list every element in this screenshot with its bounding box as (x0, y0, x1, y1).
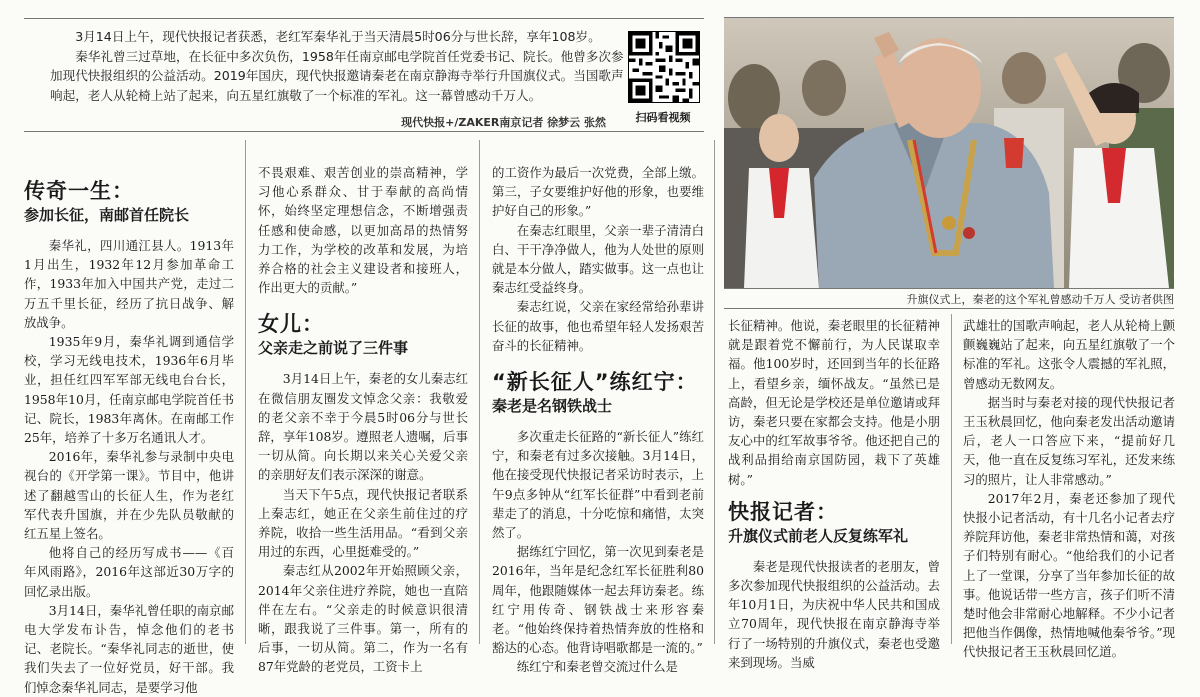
section-heading: “新长征人”练红宁： (492, 370, 698, 395)
intro-text (50, 27, 635, 105)
article-paragraph: 不畏艰难、艰苦创业的崇高精神，学习他心系群众、甘于奉献的高尚情怀，始终坚定理想信念，不断增强责任感和使命感，以更加高昂的热情努力工作，为学校的改革和发展，为培养合格的社会主义建设者和接班人，作出更大的贡献。” (258, 165, 468, 296)
article-paragraph: 3月14日上午，秦老的女儿秦志红在微信朋友圈发文悼念父亲：我敬爱的老父亲不幸于今晨5时06分与世长辞，享年108岁。遵照老人遗嘱，后事一切从简。向长期以来关心关爱父亲的亲朋好友们表示深深的谢意。 (258, 371, 468, 483)
photo-bottom-rule (724, 288, 1174, 289)
reporter-credit: 现代快报+/ZAKER南京记者 徐梦云 张然 (401, 116, 606, 129)
section-heading: 传奇一生： (24, 179, 134, 203)
column-divider (479, 140, 480, 644)
column-3 (492, 163, 704, 677)
article-paragraph: 练红宁和秦老曾交流过什么是 (516, 659, 678, 675)
caption-rule (724, 308, 1174, 309)
article-paragraph: 的工资作为最后一次党费，全部上缴。第三，子女要维护好他的形象，也要维护好自己的形象。” (492, 165, 704, 219)
article-paragraph: 秦老是现代快报读者的老朋友，曾多次参加现代快报组织的公益活动。去年10月1日，为庆祝中华人民共和国成立70周年，现代快报在南京静海寺举行了一场特别的升旗仪式，秦老也受邀来到现场。当威 (728, 558, 940, 670)
section-heading: 快报记者： (728, 499, 838, 524)
salute-photo (724, 18, 1174, 288)
section-subheading: 参加长征，南邮首任院长 (24, 206, 190, 224)
section-subheading: 父亲走之前说了三件事 (258, 339, 409, 358)
article-paragraph: 秦志红说，父亲在家经常给孙辈讲长征的故事，他也希望年轻人发扬艰苦奋斗的长征精神。 (492, 299, 704, 353)
column-2 (258, 163, 468, 677)
article-paragraph: 秦志红从2002年开始照顾父亲，2014年父亲住进疗养院，她也一直陪伴在左右。“父亲走的时候意识很清晰，跟我说了三件事。第一，所有的后事，一切从简。第二，作为一名有87年党龄的老党员，工资卡上 (258, 563, 468, 675)
column-1 (24, 178, 234, 697)
column-5 (963, 316, 1175, 662)
qr-code-icon[interactable] (628, 31, 700, 103)
column-divider (714, 140, 715, 644)
article-paragraph: 在秦志红眼里，父亲一辈子清清白白、干干净净做人，他为人处世的原则就是本分做人，踏实做事。这一点也让秦志红受益终身。 (492, 222, 704, 296)
section-subheading: 秦老是名钢铁战士 (492, 397, 613, 416)
article-paragraph: 据当时与秦老对接的现代快报记者王玉秋晨回忆，他向秦老发出活动邀请后，老人一口答应下来，“提前好几天，他一直在反复练习军礼，还发来练习的照片，让人非常感动。” (963, 394, 1175, 487)
article-paragraph: 据练红宁回忆，第一次见到秦老是2016年，当年是纪念红军长征胜利80周年，他跟随媒体一起去拜访秦老。练红宁用传奇、钢铁战士来形容秦老。“他始终保持着热情奔放的性格和豁达的心态。他背诗唱歌都是一流的。” (492, 544, 704, 656)
article-paragraph: 2017年2月，秦老还参加了现代快报小记者活动，有十几名小记者去疗养院拜访他，秦老非常热情和蔼，对孩子们特别有耐心。“他给我们的小记者上了一堂课，分享了当年参加长征的故事。他说话带一些方言，孩子们听不清楚时他会非常耐心地解释。不少小记者把他当作偶像，热情地喊他秦爷爷。”现代快报记者王玉秋晨回忆道。 (963, 490, 1175, 660)
section-subheading: 升旗仪式前老人反复练军礼 (728, 526, 909, 545)
intro-paragraph-1: 3月14日上午，现代快报记者获悉，老红军秦华礼于当天清晨5时06分与世长辞，享年108岁。 (75, 29, 601, 44)
photo-caption: 升旗仪式上，秦老的这个军礼曾感动千万人 受访者供图 (906, 293, 1174, 306)
article-paragraph: 多次重走长征路的“新长征人”练红宁，和秦老有过多次接触。3月14日，他在接受现代快报记者采访时表示，上午9点多钟从“红军长征群”中看到老前辈走了的消息，十分吃惊和痛惜，太突然了。 (492, 429, 704, 541)
article-paragraph: 2016年，秦华礼参与录制中央电视台的《开学第一课》。节目中，他讲述了翻越雪山的长征人生，作为老红军代表升国旗，并在少先队员敬献的红五星上签名。 (24, 449, 234, 542)
article-paragraph: 秦华礼，四川通江县人。1913年1月出生，1932年12月参加革命工作，1933年加入中国共产党，走过二万五千里长征，经历了抗日战争、解放战争。 (24, 238, 234, 330)
article-paragraph: 武雄壮的国歌声响起，老人从轮椅上颤颤巍巍站了起来，向五星红旗敬了一个标准的军礼。这张令人震撼的军礼照，曾感动无数网友。 (963, 318, 1175, 391)
qr-label: 扫码看视频 (635, 111, 691, 124)
column-divider (951, 314, 952, 644)
intro-paragraph-2: 秦华礼曾三过草地，在长征中多次负伤，1958年任南京邮电学院首任党委书记、院长。他曾多次参加现代快报组织的公益活动。2019年国庆，现代快报邀请秦老在南京静海寺举行升国旗仪式。当国歌声响起，老人从轮椅上站了起来，向五星红旗敬了一个标准的军礼。这一幕曾感动千万人。 (50, 48, 624, 103)
article-paragraph: 他将自己的经历写成书——《百年风雨路》，2016年这部近30万字的回忆录出版。 (24, 545, 234, 599)
column-divider (245, 140, 246, 644)
column-4 (728, 316, 940, 672)
article-paragraph: 1935年9月，秦华礼调到通信学校，学习无线电技术，1936年6月毕业，担任红四军军部无线电台台长，1958年10月，任南京邮电学院首任书记、院长，1983年离休。在南邮工作25年，培养了十多万名通讯人才。 (24, 334, 234, 446)
section-heading: 女儿： (258, 312, 324, 337)
salute-photo-illustration (724, 18, 1174, 288)
article-paragraph: 长征精神。他说，秦老眼里的长征精神就是跟着党不懈前行，为人民谋取幸福。他100岁时，还回到当年的长征路上，看望乡亲，缅怀战友。“虽然已是高龄，但无论是学校还是单位邀请或拜访，秦老只要在家都会支持。他是小朋友心中的红军故事爷爷。他还把自己的战利品捐给南京国防园，栽下了英雄树。” (728, 318, 940, 487)
intro-box (24, 18, 704, 132)
article-paragraph: 3月14日，秦华礼曾任职的南京邮电大学发布讣告，悼念他们的老书记、老院长。“秦华礼同志的逝世，使我们失去了一位好党员，好干部。我们悼念秦华礼同志，是要学习他 (24, 602, 234, 695)
article-paragraph: 当天下午5点，现代快报记者联系上秦志红，她正在父亲生前住过的疗养院，收拾一些生活用品。“看到父亲用过的东西，心里挺难受的。” (258, 486, 468, 560)
